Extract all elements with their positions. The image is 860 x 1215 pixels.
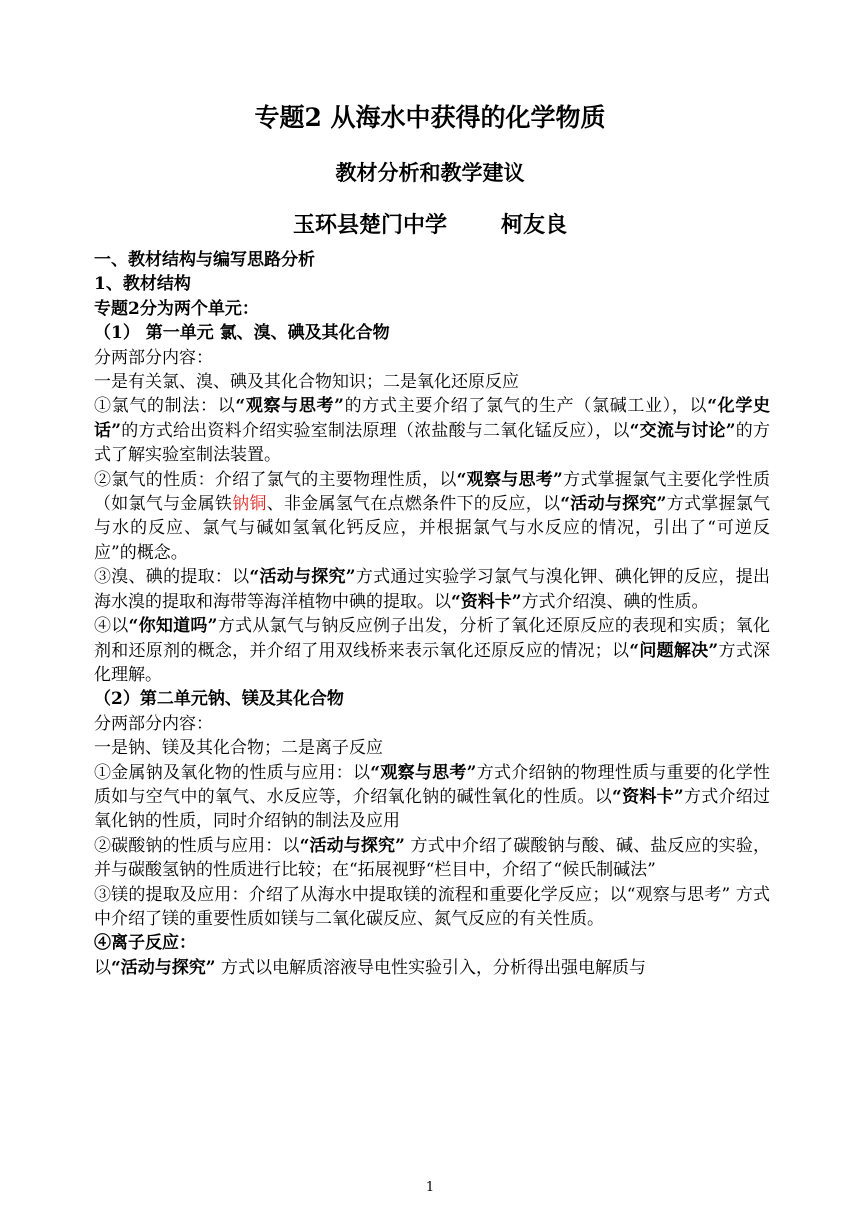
page-subtitle: 教材分析和教学建议 xyxy=(335,160,525,185)
paragraph-ionic-reaction: 以“活动与探究” 方式以电解质溶液导电性实验引入，分析得出强电解质与 xyxy=(94,957,646,978)
school-name: 玉环县楚门中学 xyxy=(292,212,447,238)
text-line: 一是钠、镁及其化合物；二是离子反应 xyxy=(94,738,383,759)
highlighted-text: 钠铜 xyxy=(232,494,267,515)
paragraph-chlorine-properties: ②氯气的性质：介绍了氯气的主要物理性质，以“观察与思考”方式掌握氯气主要化学性质（如氯气与金属铁钠铜、非金属氢气在点燃条件下的反应，以“活动与探究”方式掌握氯气与水的反应、氯气与碱如氢氧化钙反应，并根据氯气与水反应的情况，引出了“可逆反应”的概念。 xyxy=(94,469,771,563)
paragraph-bromine-iodine: ③溴、碘的提取：以“活动与探究”方式通过实验学习氯气与溴化钾、碘化钾的反应，提出海水溴的提取和海带等海洋植物中碘的提取。以“资料卡”方式介绍溴、碘的性质。 xyxy=(94,567,771,612)
paragraph-magnesium: ③镁的提取及应用：介绍了从海水中提取镁的流程和重要化学反应；以“观察与思考” 方式中介绍了镁的重要性质如镁与二氧化碳反应、氮气反应的有关性质。 xyxy=(94,884,770,929)
author-line xyxy=(0,208,860,239)
text-line: 分两部分内容： xyxy=(94,713,213,734)
text-line: 分两部分内容： xyxy=(94,347,213,368)
unit-two-heading: （2）第二单元钠、镁及其化合物 xyxy=(94,689,344,710)
author-name: 柯友良 xyxy=(501,212,568,238)
intro-line: 专题2分为两个单元： xyxy=(94,298,259,319)
section-heading: 一、教材结构与编写思路分析 xyxy=(94,250,315,270)
paragraph-redox: ④以“你知道吗”方式从氯气与钠反应例子出发，分析了氧化还原反应的表现和实质；氧化剂和还原剂的概念，并介绍了用双线桥来表示氧化还原反应的情况；以“问题解决”方式深化理解。 xyxy=(94,616,771,685)
ionic-reaction-heading: ④离子反应： xyxy=(94,933,196,954)
page-title: 专题2 从海水中获得的化学物质 xyxy=(254,103,606,132)
paragraph-sodium-carbonate: ②碳酸钠的性质与应用：以“活动与探究” 方式中介绍了碳酸钠与酸、碱、盐反应的实验，并与碳酸氢钠的性质进行比较；在“拓展视野“栏目中，介绍了“候氏制碱法” xyxy=(94,835,771,881)
paragraph-chlorine-preparation: ①氯气的制法：以“观察与思考”的方式主要介绍了氯气的生产（氯碱工业），以“化学史话”的方式给出资料介绍实验室制法原理（浓盐酸与二氧化锰反应），以“交流与讨论”的方式了解实验室制法装置。 xyxy=(94,396,771,466)
unit-one-heading: （1） 第一单元 氯、溴、碘及其化合物 xyxy=(94,323,390,344)
text-line: 一是有关氯、溴、碘及其化合物知识；二是氧化还原反应 xyxy=(94,372,519,393)
paragraph-sodium: ①金属钠及氧化物的性质与应用：以“观察与思考”方式介绍钠的物理性质与重要的化学性质如与空气中的氧气、水反应等，介绍氧化钠的碱性氧化的性质。以“资料卡”方式介绍过氧化钠的性质，同时介绍钠的制法及应用 xyxy=(94,762,771,832)
subsection-heading: 1、教材结构 xyxy=(94,274,191,295)
document-body xyxy=(94,248,770,980)
page-number: 1 xyxy=(425,1180,435,1195)
